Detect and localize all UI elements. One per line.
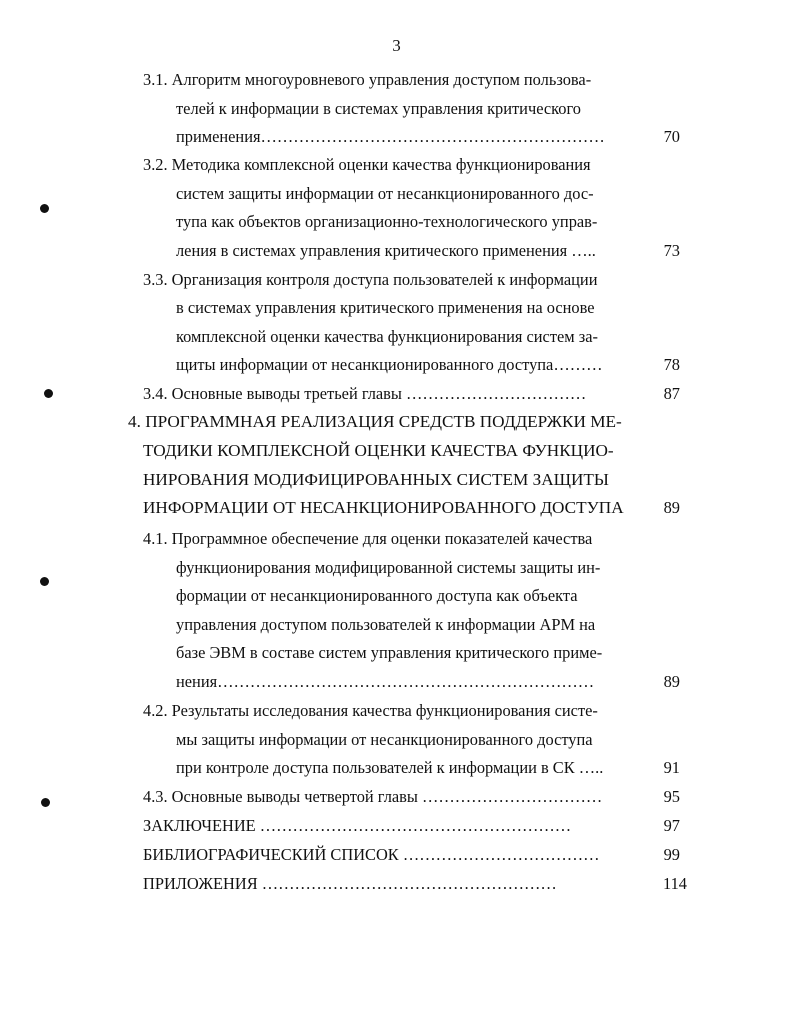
toc-entry-4-3-page: 95 — [663, 787, 680, 806]
toc-chapter-4-line-3: НИРОВАНИЯ МОДИФИЦИРОВАННЫХ СИСТЕМ ЗАЩИТЫ — [143, 470, 609, 489]
toc-entry-4-1-line-1: 4.1. Программное обеспечение для оценки показателей качества — [143, 529, 593, 548]
toc-entry-4-2-line-3: при контроле доступа пользователей к информации в СК ….. — [176, 758, 604, 777]
toc-entry-4-3-line-1: 4.3. Основные выводы четвертой главы …………………………… — [143, 787, 603, 806]
scan-mark — [40, 577, 49, 586]
toc-entry-4-1-line-5: базе ЭВМ в составе систем управления критического приме- — [176, 643, 603, 662]
toc-chapter-4-line-4: ИНФОРМАЦИИ ОТ НЕСАНКЦИОНИРОВАННОГО ДОСТУПА — [143, 498, 624, 517]
toc-entry-4-1-line-6: нения…………………………………………………………… — [176, 672, 595, 691]
toc-entry-4-1-line-3: формации от несанкционированного доступа как объекта — [176, 586, 578, 605]
toc-entry-3-4-line-1: 3.4. Основные выводы третьей главы …………………………… — [143, 384, 587, 403]
scan-mark — [40, 204, 49, 213]
toc-entry-3-4-page: 87 — [663, 384, 680, 403]
toc-entry-3-3-line-3: комплексной оценки качества функционирования систем за- — [176, 327, 598, 346]
toc-entry-3-3-line-4: щиты информации от несанкционированного доступа……… — [176, 355, 603, 374]
toc-entry-3-2-line-1: 3.2. Методика комплексной оценки качества функционирования — [143, 155, 591, 174]
toc-entry-3-1-page: 70 — [663, 127, 680, 146]
toc-entry-4-2-page: 91 — [663, 758, 680, 777]
page-number: 3 — [392, 36, 401, 55]
toc-bibliography-page: 99 — [663, 845, 680, 864]
toc-entry-3-1-line-1: 3.1. Алгоритм многоуровневого управления доступом пользова- — [143, 70, 592, 89]
toc-entry-3-2-line-2: систем защиты информации от несанкционированного дос- — [176, 184, 594, 203]
toc-entry-3-1-line-3: применения……………………………………………………… — [176, 127, 605, 146]
toc-entry-4-1-line-4: управления доступом пользователей к информации АРМ на — [176, 615, 596, 634]
toc-entry-3-3-line-2: в системах управления критического применения на основе — [176, 298, 595, 317]
toc-entry-3-3-line-1: 3.3. Организация контроля доступа пользователей к информации — [143, 270, 598, 289]
toc-bibliography: БИБЛИОГРАФИЧЕСКИЙ СПИСОК ……………………………… — [143, 845, 600, 864]
scan-mark — [41, 798, 50, 807]
toc-chapter-4-line-1: 4. ПРОГРАММНАЯ РЕАЛИЗАЦИЯ СРЕДСТВ ПОДДЕРЖКИ МЕ- — [128, 412, 622, 431]
toc-chapter-4-line-2: ТОДИКИ КОМПЛЕКСНОЙ ОЦЕНКИ КАЧЕСТВА ФУНКЦИО- — [143, 441, 614, 460]
toc-entry-4-1-page: 89 — [663, 672, 680, 691]
toc-entry-3-2-page: 73 — [663, 241, 680, 260]
scan-mark — [44, 389, 53, 398]
toc-entry-3-2-line-3: тупа как объектов организационно-технологического управ- — [176, 212, 598, 231]
toc-chapter-4-page: 89 — [663, 498, 680, 517]
toc-entry-3-2-line-4: ления в системах управления критического применения ….. — [176, 241, 596, 260]
toc-conclusion-page: 97 — [663, 816, 680, 835]
toc-conclusion: ЗАКЛЮЧЕНИЕ ………………………………………………… — [143, 816, 572, 835]
toc-entry-3-1-line-2: телей к информации в системах управления критического — [176, 99, 581, 118]
toc-entry-4-2-line-1: 4.2. Результаты исследования качества функционирования систе- — [143, 701, 598, 720]
toc-entry-4-1-line-2: функционирования модифицированной системы защиты ин- — [176, 558, 601, 577]
toc-entry-4-2-line-2: мы защиты информации от несанкционированного доступа — [176, 730, 593, 749]
toc-entry-3-3-page: 78 — [663, 355, 680, 374]
toc-appendices-page: 114 — [663, 874, 687, 893]
toc-appendices: ПРИЛОЖЕНИЯ ……………………………………………… — [143, 874, 557, 893]
